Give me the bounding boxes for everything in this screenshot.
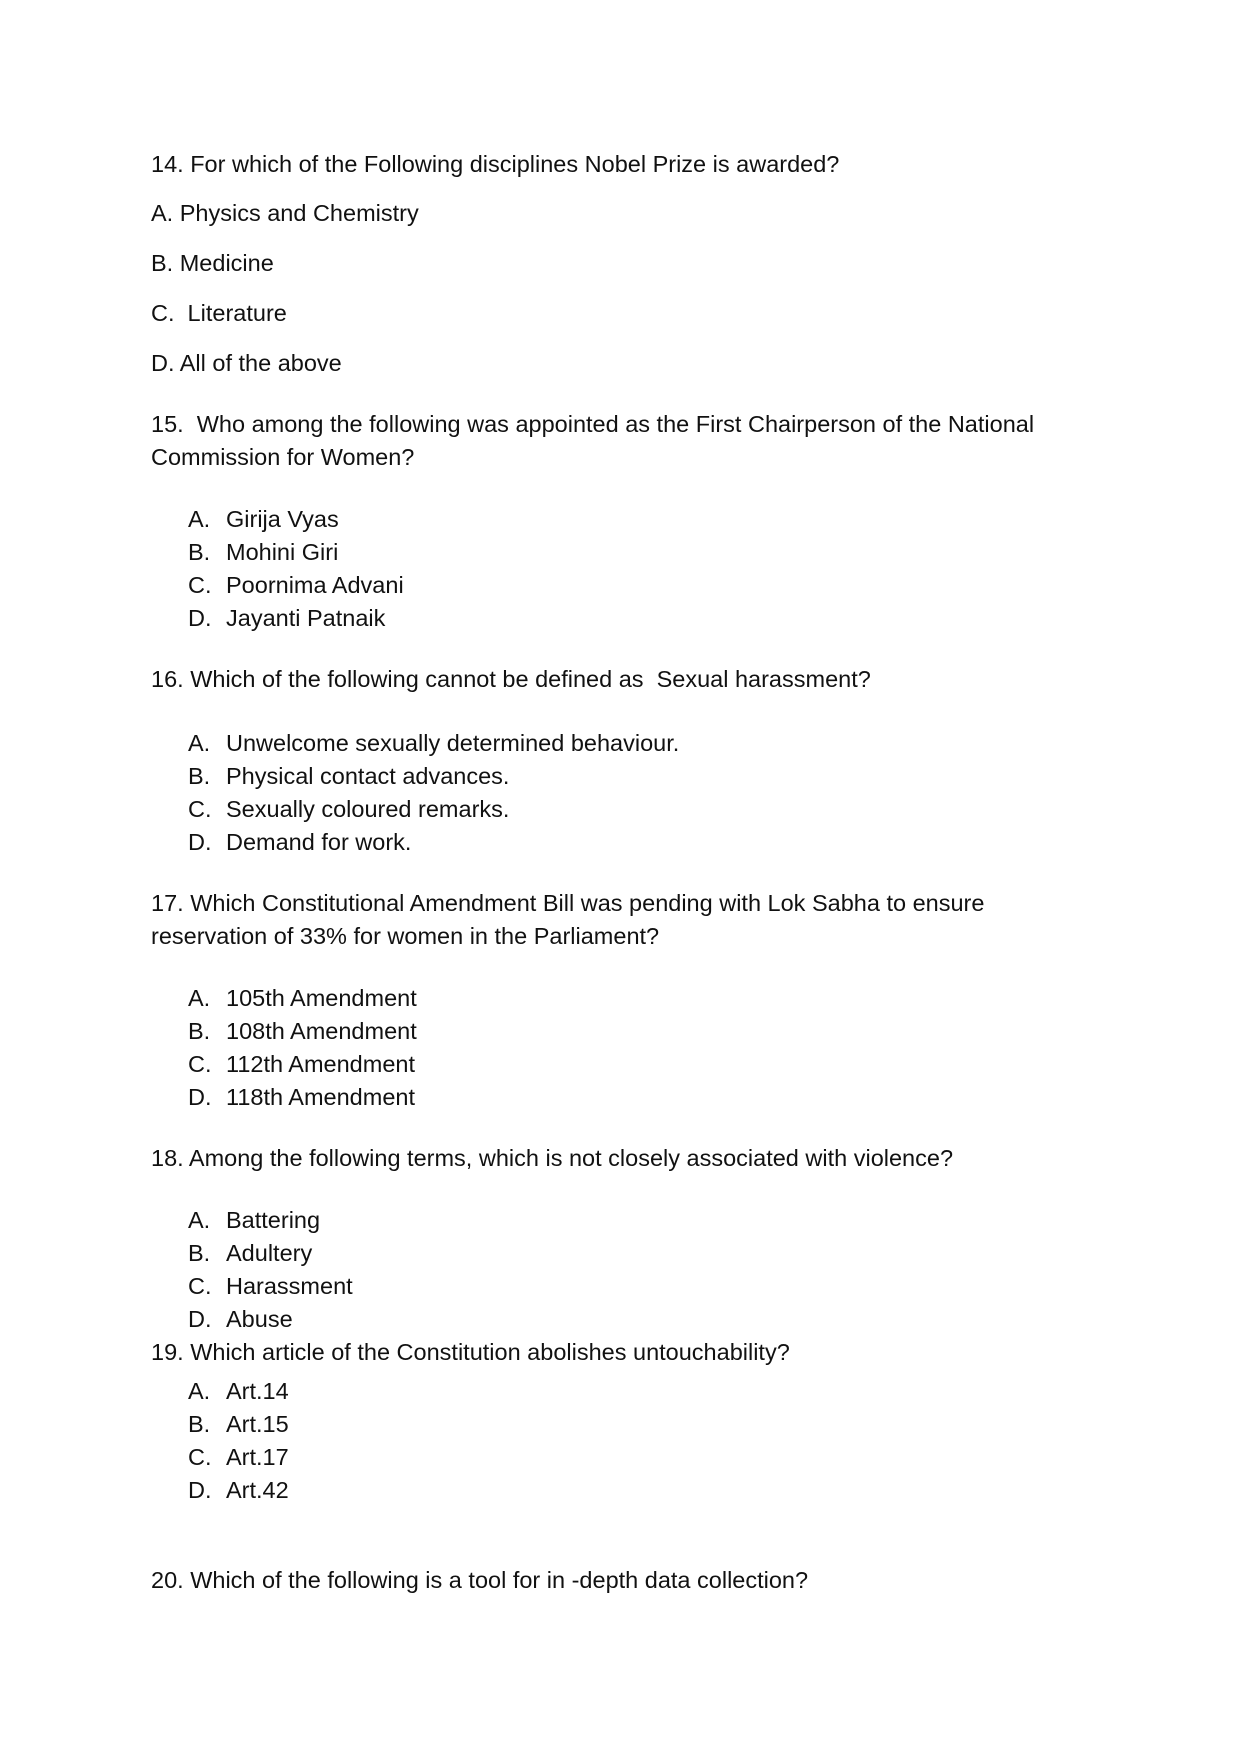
q18-option-d [188, 1304, 293, 1334]
option-text: 105th Amendment [226, 985, 417, 1011]
option-letter: C. [188, 572, 212, 598]
question-15-line-1: 15. Who among the following was appointed as the First Chairperson of the National [151, 411, 1035, 437]
option-text: Sexually coloured remarks. [226, 796, 510, 822]
q14-option-a: A. Physics and Chemistry [151, 200, 419, 226]
q15-option-d [188, 603, 385, 633]
q15-option-c [188, 570, 404, 600]
option-text: Art.14 [226, 1378, 289, 1404]
option-text: 112th Amendment [226, 1051, 415, 1077]
q19-option-c [188, 1442, 289, 1472]
option-letter: A. [188, 1207, 211, 1233]
option-letter: B. [188, 539, 211, 565]
question-17-line-2: reservation of 33% for women in the Parliament? [151, 923, 660, 949]
q17-option-b [188, 1016, 417, 1046]
option-text: Battering [226, 1207, 321, 1233]
q18-option-a [188, 1205, 320, 1235]
option-letter: C. [188, 796, 212, 822]
option-letter: D. [188, 1306, 212, 1332]
question-19: 19. Which article of the Constitution abolishes untouchability? [151, 1339, 790, 1365]
question-16: 16. Which of the following cannot be defined as Sexual harassment? [151, 666, 871, 692]
option-letter: A. [188, 506, 211, 532]
option-letter: C. [188, 1444, 212, 1470]
option-letter: B. [188, 1411, 211, 1437]
option-letter: A. [188, 730, 211, 756]
question-14: 14. For which of the Following disciplines Nobel Prize is awarded? [151, 151, 840, 177]
option-letter: C. [188, 1273, 212, 1299]
option-text: Jayanti Patnaik [226, 605, 386, 631]
q18-option-b [188, 1238, 312, 1268]
q14-option-c: C. Literature [151, 300, 287, 326]
option-letter: D. [188, 1477, 212, 1503]
q17-option-d [188, 1082, 415, 1112]
q17-option-a [188, 983, 417, 1013]
option-text: Physical contact advances. [226, 763, 510, 789]
option-text: Abuse [226, 1306, 293, 1332]
option-text: Poornima Advani [226, 572, 404, 598]
option-text: 118th Amendment [226, 1084, 415, 1110]
option-text: Unwelcome sexually determined behaviour. [226, 730, 680, 756]
option-letter: A. [188, 985, 211, 1011]
option-letter: D. [188, 605, 212, 631]
option-text: Adultery [226, 1240, 313, 1266]
q18-option-c [188, 1271, 353, 1301]
option-letter: A. [188, 1378, 211, 1404]
option-text: Art.15 [226, 1411, 289, 1437]
option-letter: B. [188, 1018, 211, 1044]
q16-option-b [188, 761, 509, 791]
q16-option-a [188, 728, 679, 758]
q15-option-a [188, 504, 339, 534]
q15-option-b [188, 537, 338, 567]
q19-option-d [188, 1475, 289, 1505]
option-text: Girija Vyas [226, 506, 339, 532]
q17-option-c [188, 1049, 415, 1079]
option-text: Harassment [226, 1273, 353, 1299]
option-letter: B. [188, 763, 211, 789]
option-letter: D. [188, 1084, 212, 1110]
option-letter: C. [188, 1051, 212, 1077]
option-text: Art.42 [226, 1477, 289, 1503]
q16-option-d [188, 827, 411, 857]
option-text: Mohini Giri [226, 539, 339, 565]
q19-option-a [188, 1376, 289, 1406]
q16-option-c [188, 794, 509, 824]
option-letter: B. [188, 1240, 211, 1266]
question-17-line-1: 17. Which Constitutional Amendment Bill was pending with Lok Sabha to ensure [151, 890, 985, 916]
question-18: 18. Among the following terms, which is not closely associated with violence? [151, 1145, 954, 1171]
q14-option-d: D. All of the above [151, 350, 342, 376]
option-text: Art.17 [226, 1444, 289, 1470]
option-text: Demand for work. [226, 829, 412, 855]
question-15-line-2: Commission for Women? [151, 444, 415, 470]
q19-option-b [188, 1409, 289, 1439]
option-letter: D. [188, 829, 212, 855]
option-text: 108th Amendment [226, 1018, 417, 1044]
q14-option-b: B. Medicine [151, 250, 274, 276]
question-20: 20. Which of the following is a tool for in -depth data collection? [151, 1567, 809, 1593]
